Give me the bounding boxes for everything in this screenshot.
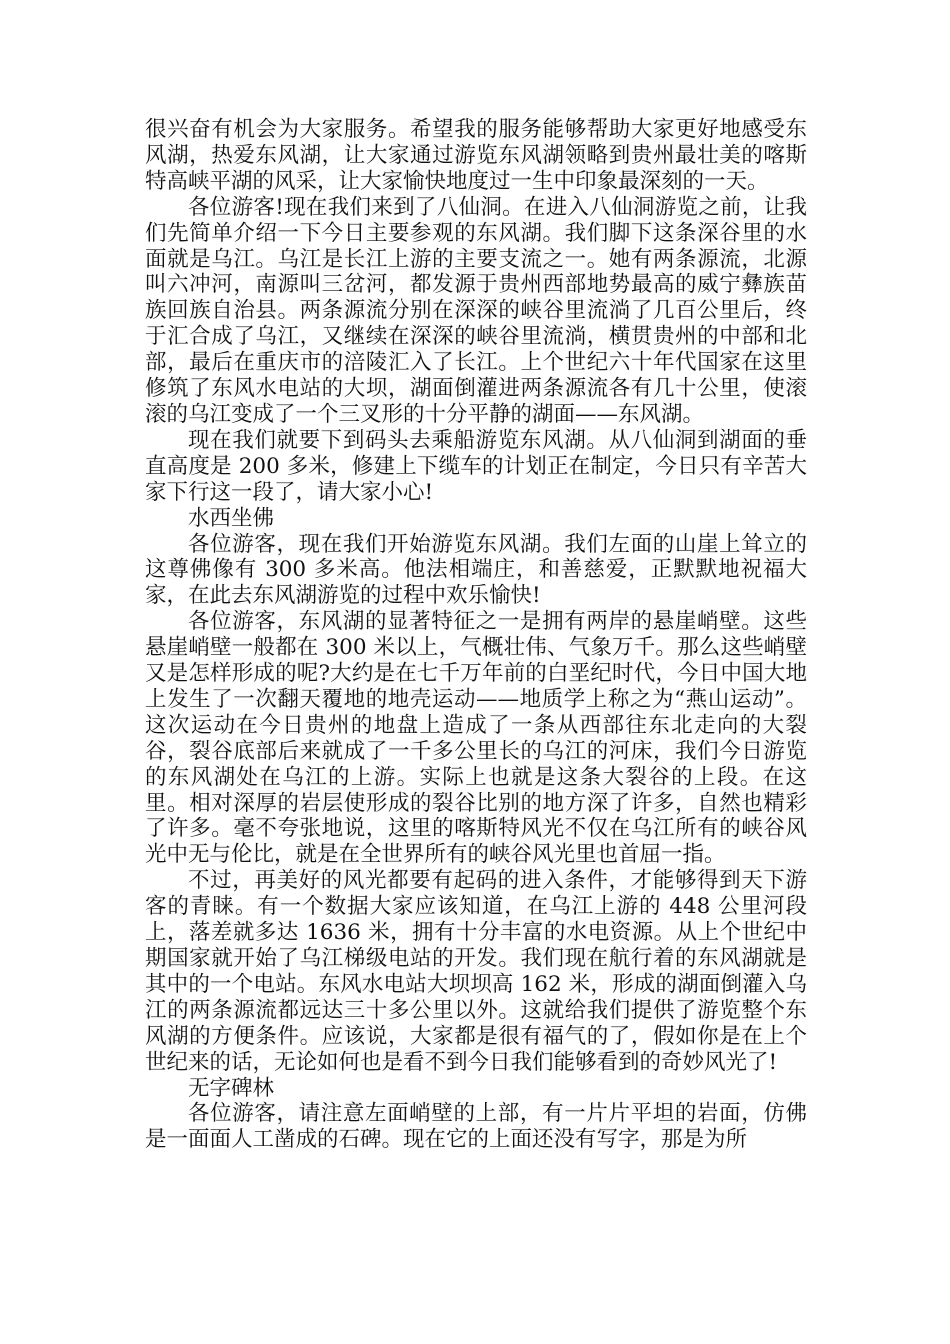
paragraph-hydropower: 不过，再美好的风光都要有起码的进入条件，才能够得到天下游客的青睐。有一个数据大家应该知道，在乌江上游的 448 公里河段上，落差就多达 1636 米，拥有十分丰富的水电资源。从上个世纪中期国家就开始了乌江梯级电站的开发。我们现在航行着的东风湖就是其中的一个电站。东风水电站大坝坝高 162 米，形成的湖面倒灌入乌江的两条源流都远达三十多公里以外。这就给我们提供了游览整个东风湖的方便条件。应该说，大家都是很有福气的了，假如你是在上个世纪来的话，无论如何也是看不到今日我们能够看到的奇妙风光了! [145,868,807,1075]
paragraph-descend-to-dock: 现在我们就要下到码头去乘船游览东风湖。从八仙洞到湖面的垂直高度是 200 多米，修建上下缆车的计划正在制定，今日只有辛苦大家下行这一段了，请大家小心! [145,427,807,505]
paragraph-baxian-cave: 各位游客!现在我们来到了八仙洞。在进入八仙洞游览之前，让我们先简单介绍一下今日主要参观的东风湖。我们脚下这条深谷里的水面就是乌江。乌江是长江上游的主要支流之一。她有两条源流，北源叫六冲河，南源叫三岔河，都发源于贵州西部地势最高的威宁彝族苗族回族自治县。两条源流分别在深深的峡谷里流淌了几百公里后，终于汇合成了乌江，又继续在深深的峡谷里流淌，横贯贵州的中部和北部，最后在重庆市的涪陵汇入了长江。上个世纪六十年代国家在这里修筑了东风水电站的大坝，湖面倒灌进两条源流各有几十公里，使滚滚的乌江变成了一个三叉形的十分平静的湖面——东风湖。 [145,194,807,427]
paragraph-wordless-steles: 各位游客，请注意左面峭壁的上部，有一片片平坦的岩面，仿佛是一面面人工凿成的石碑。现在它的上面还没有写字，那是为所 [145,1101,807,1153]
section-heading-wordless-steles: 无字碑林 [188,1075,275,1101]
section-heading-shuixi-buddha: 水西坐佛 [188,505,275,531]
paragraph-intro: 很兴奋有机会为大家服务。希望我的服务能够帮助大家更好地感受东风湖，热爱东风湖，让大家通过游览东风湖领略到贵州最壮美的喀斯特高峡平湖的风采，让大家愉快地度过一生中印象最深刻的一天。 [145,117,807,194]
paragraph-cliffs-formation: 各位游客，东风湖的显著特征之一是拥有两岸的悬崖峭壁。这些悬崖峭壁一般都在 300 米以上，气概壮伟、气象万千。那么这些峭壁又是怎样形成的呢?大约是在七千万年前的白垩纪时代，今日中国大地上发生了一次翻天覆地的地壳运动——地质学上称之为“燕山运动”。这次运动在今日贵州的地盘上造成了一条从西部往东北走向的大裂谷，裂谷底部后来就成了一千多公里长的乌江的河床，我们今日游览的东风湖处在乌江的上游。实际上也就是这条大裂谷的上段。在这里。相对深厚的岩层使形成的裂谷比别的地方深了许多，自然也精彩了许多。毫不夸张地说，这里的喀斯特风光不仅在乌江所有的峡谷风光中无与伦比，就是在全世界所有的峡谷风光里也首屈一指。 [145,609,807,868]
document-body [145,117,807,1153]
paragraph-buddha-statue: 各位游客，现在我们开始游览东风湖。我们左面的山崖上耸立的这尊佛像有 300 多米高。他法相端庄，和善慈爱，正默默地祝福大家，在此去东风湖游览的过程中欢乐愉快! [145,531,807,609]
